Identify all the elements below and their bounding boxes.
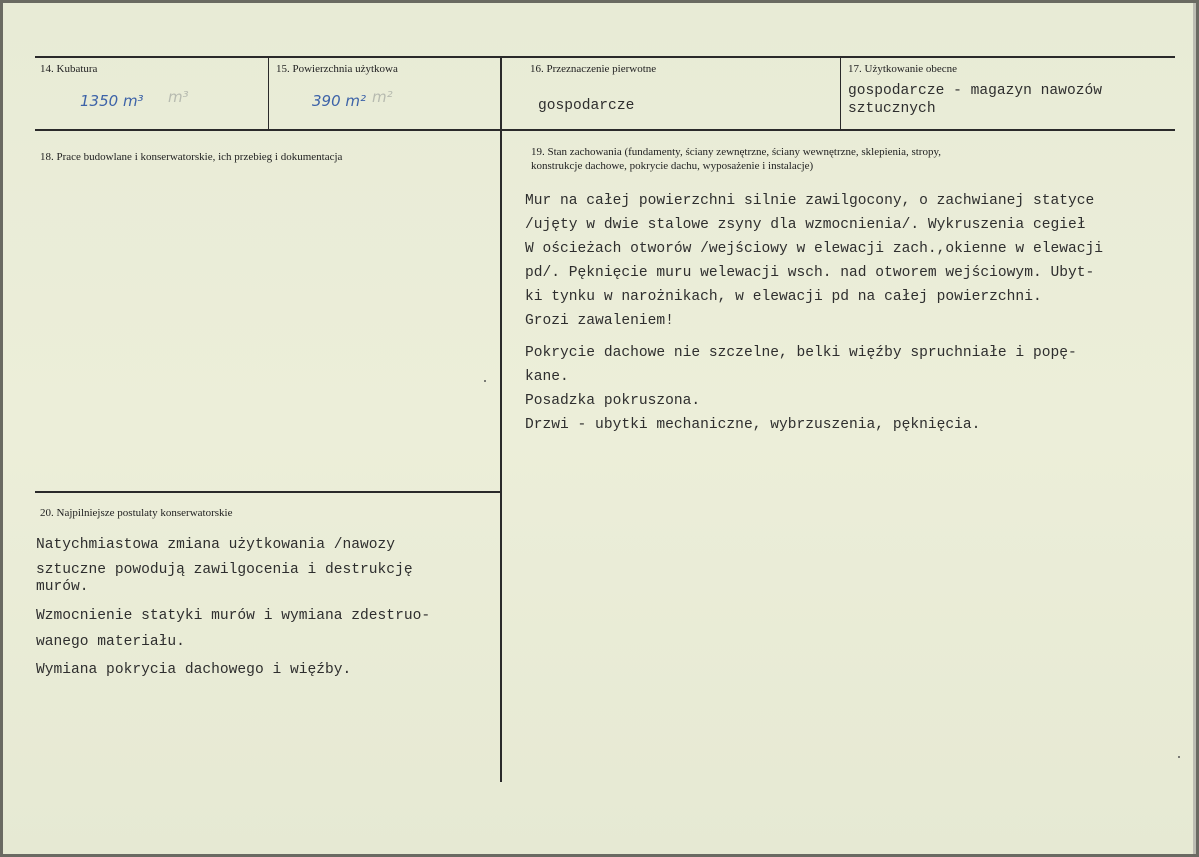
powierzchnia-faint-unit: m² [372,88,393,106]
paper-speck [1178,756,1180,758]
powierzchnia-value: 390 m² [312,92,367,110]
postulaty-line-6: Wymiana pokrycia dachowego i więźby. [36,662,352,678]
stan-line-4: pd/. Pęknięcie muru welewacji wsch. nad otworem wejściowym. Ubyt- [525,265,1095,281]
stan-line-2: /ujęty w dwie stalowe zsyny dla wzmocnienia/. Wykruszenia cegieł [525,217,1086,233]
stan-line-9: Posadzka pokruszona. [525,393,701,409]
stan-label-line-1: 19. Stan zachowania (fundamenty, ściany zewnętrzne, ściany wewnętrzne, sklepienia, stropy, [531,146,942,158]
postulaty-line-4: Wzmocnienie statyki murów i wymiana zdestruo- [36,608,431,624]
postulaty-line-3: murów. [36,579,89,595]
uzytkowanie-line-1: gospodarcze - magazyn nawozów [848,83,1102,99]
stan-line-10: Drzwi - ubytki mechaniczne, wybrzuszenia, pęknięcia. [525,417,981,433]
stan-label-line-2: konstrukcje dachowe, pokrycie dachu, wyposażenie i instalacje) [531,160,814,172]
left-col-divider [35,491,501,493]
col-divider-main [500,56,502,782]
uzytkowanie-label: 17. Użytkowanie obecne [848,63,958,75]
powierzchnia-label: 15. Powierzchnia użytkowa [276,63,398,75]
stan-line-6: Grozi zawaleniem! [525,313,674,329]
stan-line-1: Mur na całej powierzchni silnie zawilgocony, o zachwianej statyce [525,193,1095,209]
stan-line-5: ki tynku w narożnikach, w elewacji pd na całej powierzchni. [525,289,1042,305]
col-divider-16-17 [840,56,841,130]
stan-line-8: kane. [525,369,569,385]
kubatura-value: 1350 m³ [80,92,144,110]
postulaty-label: 20. Najpilniejsze postulaty konserwatorskie [40,507,233,519]
top-rule [35,56,1175,58]
col-divider-14-15 [268,56,269,130]
prace-label: 18. Prace budowlane i konserwatorskie, ich przebieg i dokumentacja [40,151,343,163]
postulaty-line-1: Natychmiastowa zmiana użytkowania /nawozy [36,537,396,553]
przeznaczenie-value: gospodarcze [538,98,635,114]
stan-line-7: Pokrycie dachowe nie szczelne, belki więźby spruchniałe i popę- [525,345,1077,361]
uzytkowanie-line-2: sztucznych [848,101,936,117]
postulaty-line-5: wanego materiału. [36,634,185,650]
stan-line-3: W ościeżach otworów /wejściowy w elewacji zach.,okienne w elewacji [525,241,1104,257]
kubatura-faint-unit: m³ [168,88,189,106]
postulaty-line-2: sztuczne powodują zawilgocenia i destrukcję [36,562,413,578]
przeznaczenie-label: 16. Przeznaczenie pierwotne [530,63,657,75]
row-divider [35,129,1175,131]
kubatura-label: 14. Kubatura [40,63,98,75]
paper-speck [484,380,486,382]
